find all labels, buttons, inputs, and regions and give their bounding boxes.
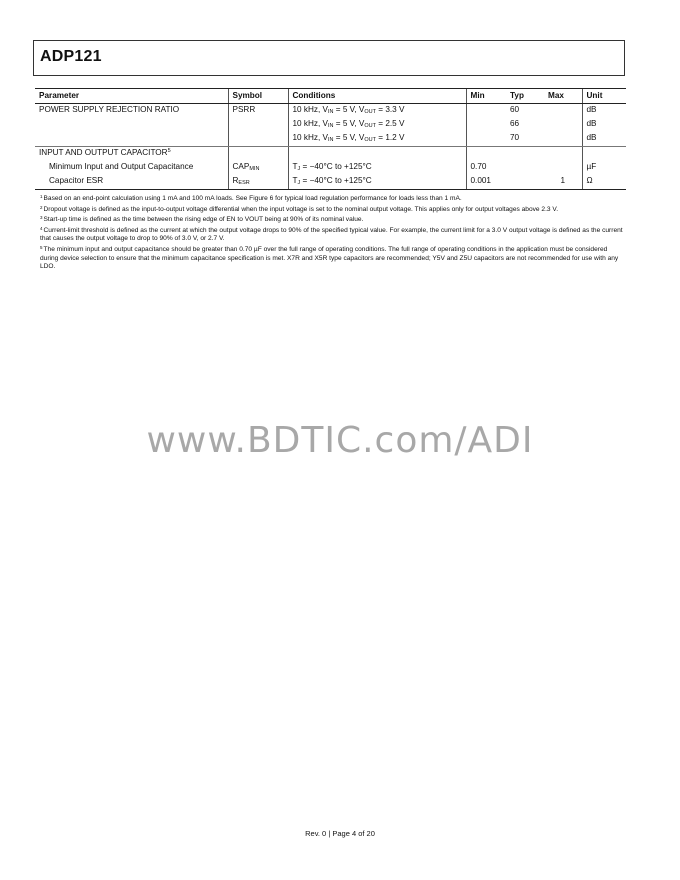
table-row (35, 132, 626, 147)
col-header-unit: Unit (582, 89, 626, 104)
psrr-unit: dB (582, 118, 626, 132)
table-row (35, 161, 626, 175)
esr-unit: Ω (582, 175, 626, 190)
esr-min: 0.001 (466, 175, 506, 190)
min-cap-parameter: Minimum Input and Output Capacitance (49, 161, 194, 171)
table-row (35, 175, 626, 190)
watermark: www.BDTIC.com/ADI (146, 420, 534, 461)
min-cap-unit: µF (582, 161, 626, 175)
min-cap-min: 0.70 (466, 161, 506, 175)
table-row (35, 118, 626, 132)
col-header-symbol: Symbol (228, 89, 288, 104)
capacitor-heading: INPUT AND OUTPUT CAPACITOR$^5$ (39, 147, 171, 157)
min-cap-symbol: $CAP_{MIN}$ (228, 161, 288, 175)
col-header-conditions: Conditions (288, 89, 466, 104)
part-number-title: ADP121 (40, 48, 102, 65)
col-header-typ: Typ (506, 89, 544, 104)
page-footer: Rev. 0 | Page 4 of 20 (305, 829, 375, 838)
spec-table (35, 88, 626, 190)
footnote: $^3$Start-up time is defined as the time between the rising edge of EN to VOUT being at 90% of its nominal value. (40, 215, 364, 224)
psrr-parameter: POWER SUPPLY REJECTION RATIO (39, 104, 180, 114)
col-header-parameter: Parameter (35, 89, 228, 104)
min-cap-condition: $T_J = -40^\circ C$ to +125°C (288, 161, 466, 175)
psrr-min (466, 104, 506, 119)
esr-parameter: Capacitor ESR (35, 175, 228, 190)
footnote: $^2$Dropout voltage is defined as the input-to-output voltage differential when the input voltage is set to the nominal output voltage. This applies only for output voltages above 2.3 V. (40, 204, 559, 213)
psrr-typ: 70 (506, 132, 544, 147)
esr-condition: $T_J = -40^\circ C$ to +125°C (288, 175, 466, 190)
table-header-row (35, 89, 626, 104)
footnotes (40, 193, 625, 272)
col-header-max: Max (544, 89, 582, 104)
esr-symbol: $R_{ESR}$ (228, 175, 288, 190)
col-header-min: Min (466, 89, 506, 104)
header-box (33, 40, 625, 76)
psrr-condition: 10 kHz, $V_{IN} = 5$ V, $V_{OUT} = 3.3$ V (288, 104, 466, 119)
psrr-condition: 10 kHz, $V_{IN} = 5$ V, $V_{OUT} = 2.5$ V (288, 118, 466, 132)
psrr-typ: 66 (510, 118, 520, 128)
psrr-max (544, 104, 582, 119)
table-row (35, 104, 626, 119)
psrr-typ: 60 (510, 104, 520, 114)
footnote: $^5$The minimum input and output capacitance should be greater than 0.70 µF over the full range of operating conditions. The full range of operating conditions in the application must be considered during device selection to ensure that the minimum capacitance specification is met. X7R and X5R type capacitors are recommended; Y5V and Z5U capacitors are not recommended for use with any LDO. (40, 244, 619, 271)
table-row (35, 147, 626, 162)
psrr-unit: dB (582, 132, 626, 147)
footnote: $^4$Current-limit threshold is defined as the current at which the output voltage drops to 90% of the specified typical value. For example, the current limit for a 3.0 V output voltage is defined as the current that causes the output voltage to drop to 90% of 3.0 V, or 2.7 V. (40, 225, 623, 243)
psrr-symbol: PSRR (228, 104, 288, 119)
footnote: $^1$Based on an end-point calculation using 1 mA and 100 mA loads. See Figure 6 for typical load regulation performance for loads less than 1 mA. (40, 194, 462, 202)
psrr-unit: dB (582, 104, 626, 119)
esr-max: 1 (544, 175, 582, 190)
psrr-condition: 10 kHz, $V_{IN} = 5$ V, $V_{OUT} = 1.2$ V (288, 132, 466, 147)
